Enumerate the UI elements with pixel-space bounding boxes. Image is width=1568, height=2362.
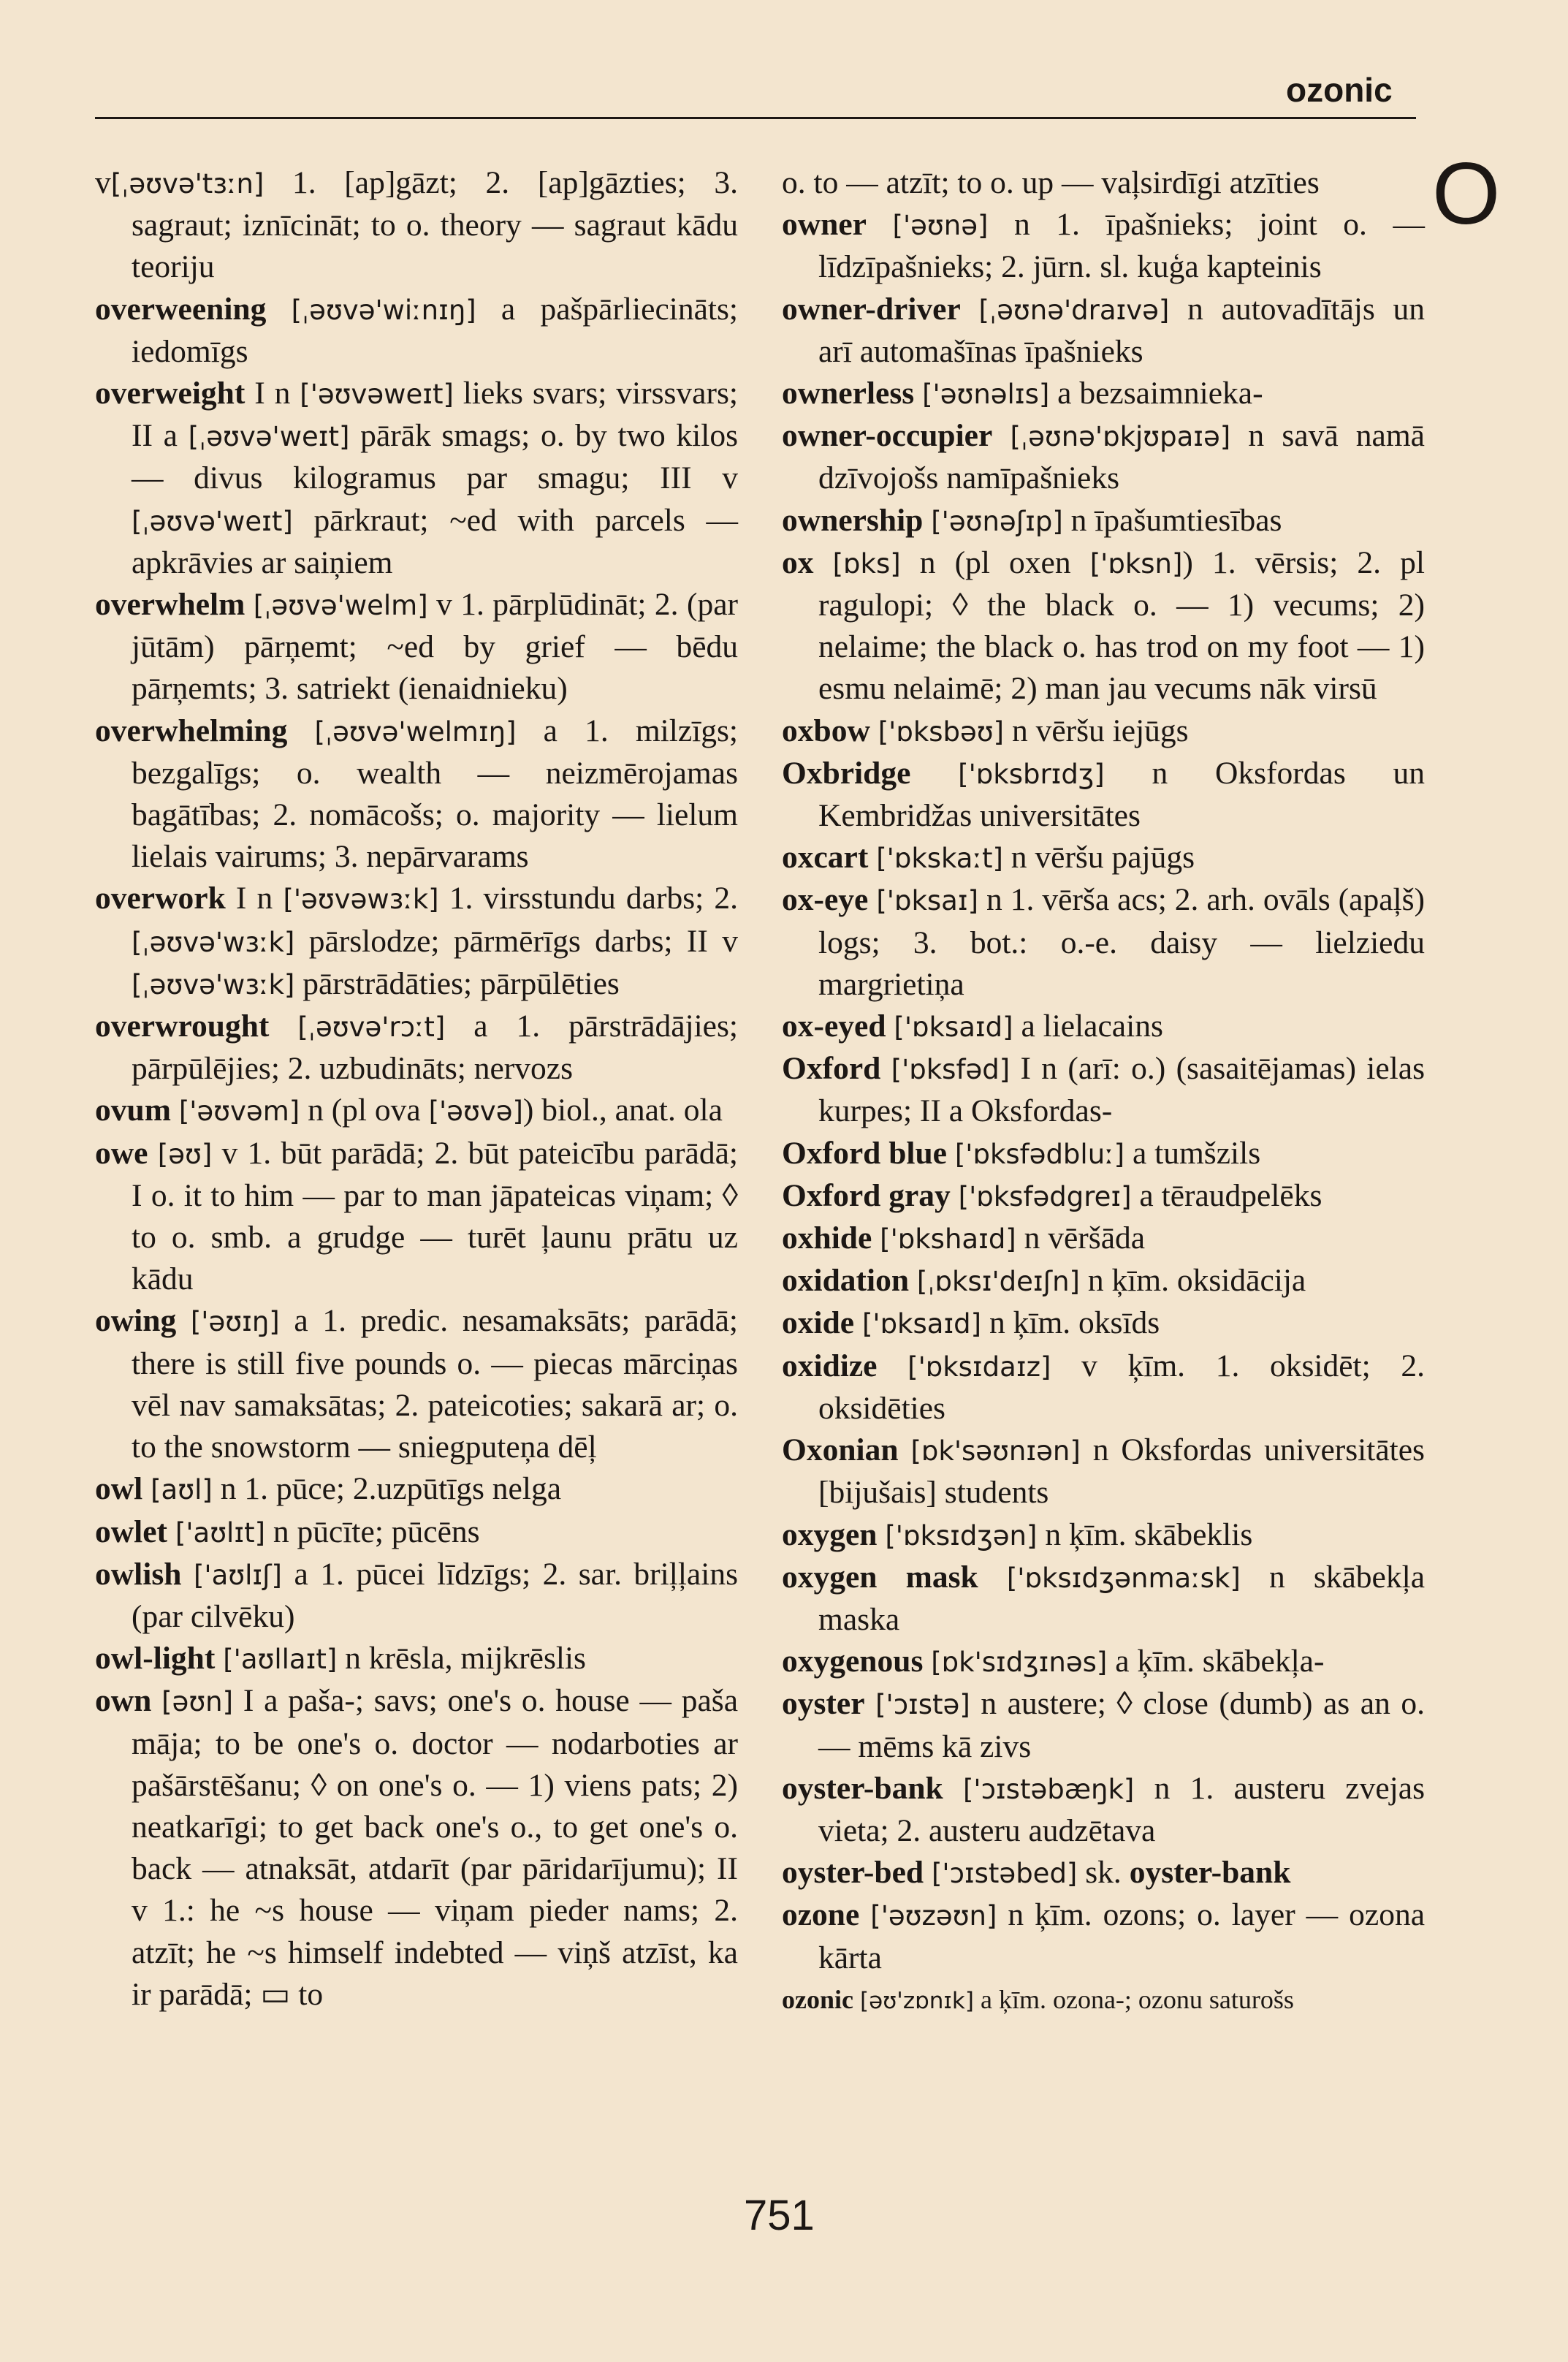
headword: ox-eye xyxy=(782,882,869,918)
definition-text: n Oksfordas un Kembridžas universitātes xyxy=(818,755,1425,834)
dictionary-entry xyxy=(782,1048,1425,1132)
pronunciation: ['əʊnə] xyxy=(892,210,989,242)
pronunciation: ['əʊnəʃɪp] xyxy=(931,505,1063,537)
definition-text: n ķīm. skābeklis xyxy=(1037,1516,1253,1552)
definition-text xyxy=(181,1557,194,1592)
definition-text xyxy=(867,207,893,242)
definition-text: 1. [ap]gāzt; 2. [ap]gāzties; 3. sagraut; iznīcināt; to o. theory — sagraut kādu teoriju xyxy=(132,165,738,285)
headword: oyster xyxy=(782,1686,865,1722)
definition-text xyxy=(171,1093,179,1128)
headword: Oxonian xyxy=(782,1432,899,1468)
definition-text: v 1. būt parādā; 2. būt pateicību parādā; I o. it to him — par to man jāpateicas viņam; ◊ to o. smb. a grudge — turēt ļaunu prātu uz kādu xyxy=(132,1135,739,1297)
dictionary-entry xyxy=(782,500,1425,542)
definition-text: pārstrādāties; pārpūlēties xyxy=(294,965,620,1001)
definition-text: n 1. vērša acs; 2. arh. ovāls (apaļš) logs; 3. bot.: o.-e. daisy — lielziedu margrietiņa xyxy=(818,882,1425,1002)
dictionary-entry xyxy=(782,753,1425,837)
section-letter: O xyxy=(1432,145,1501,243)
dictionary-entry xyxy=(782,1641,1425,1683)
definition-text: n ķīm. ozons; o. layer — ozona kārta xyxy=(818,1897,1425,1975)
dictionary-entry xyxy=(782,1683,1425,1767)
dictionary-entry xyxy=(782,1302,1425,1345)
dictionary-entry xyxy=(95,878,738,1006)
headword: overwhelm xyxy=(95,587,246,623)
dictionary-entry xyxy=(95,373,738,584)
pronunciation: [əʊ] xyxy=(157,1138,213,1170)
headword: ovum xyxy=(95,1093,171,1128)
definition-text: n skābekļa maska xyxy=(818,1559,1425,1637)
definition-text xyxy=(943,1771,963,1806)
definition-text: a 1. pūcei līdzīgs; 2. sar. briļļains (par cilvēku) xyxy=(132,1556,739,1634)
pronunciation: ['ɒksfədgreɪ] xyxy=(958,1180,1132,1212)
dictionary-entry xyxy=(782,1260,1425,1302)
definition-text: n ķīm. oksīds xyxy=(981,1305,1160,1341)
definition-text: a bezsaimnieka- xyxy=(1049,376,1263,411)
definition-text xyxy=(924,1855,932,1890)
definition-text: n krēsla, mijkrēslis xyxy=(337,1641,586,1676)
pronunciation: [ɒk'səʊnɪən] xyxy=(910,1435,1081,1467)
definition-text xyxy=(914,376,922,411)
definition-text xyxy=(899,1432,911,1467)
left-column xyxy=(95,162,738,2016)
headword: Oxford blue xyxy=(782,1135,947,1171)
dictionary-entry xyxy=(782,879,1425,1006)
pronunciation: ['ɒksaɪd] xyxy=(894,1011,1013,1044)
definition-text: pārkraut; ~ed with parcels — apkrāvies ar saiņiem xyxy=(132,502,738,580)
definition-text: v 1. pārplūdināt; 2. (par jūtām) pārņemt; ~ed by grief — bēdu pārņemts; 3. satriekt (ienaidnieku) xyxy=(132,587,738,707)
header-rule xyxy=(95,117,1416,119)
definition-text: n (pl oxen xyxy=(900,544,1090,580)
definition-text: a ķīm. skābekļa- xyxy=(1107,1644,1325,1679)
headword: Oxford gray xyxy=(782,1177,951,1213)
definition-text: a 1. pārstrādājies; pārpūlējies; 2. uzbudināts; nervozs xyxy=(132,1009,738,1087)
definition-text xyxy=(909,1263,917,1298)
pronunciation: ['ɒkskaːt] xyxy=(876,843,1003,875)
definition-text xyxy=(245,587,253,622)
definition-text xyxy=(872,1220,880,1256)
headword: owe xyxy=(95,1135,148,1171)
dictionary-entry xyxy=(95,1680,738,2016)
dictionary-entry xyxy=(95,289,738,373)
pronunciation: ['ɒksfədbluː] xyxy=(954,1138,1125,1170)
pronunciation: [ɒk'sɪdʒɪnəs] xyxy=(931,1647,1108,1679)
definition-text: n vēršu iejūgs xyxy=(1004,713,1189,748)
headword: oxhide xyxy=(782,1220,872,1256)
headword: oxygenous xyxy=(782,1644,924,1679)
dictionary-entry xyxy=(95,584,738,710)
definition-text: n (pl ova xyxy=(300,1093,429,1128)
dictionary-entry xyxy=(782,1429,1425,1514)
definition-text xyxy=(287,713,314,748)
dictionary-entry xyxy=(782,204,1425,288)
definition-text: n īpašumtiesības xyxy=(1062,502,1282,538)
pronunciation: [ˌəʊvə'wɜːk] xyxy=(132,926,295,958)
definition-text: n vēršu pajūgs xyxy=(1002,840,1195,876)
dictionary-entry xyxy=(95,1133,738,1301)
pronunciation: ['ɒksbrɪdʒ] xyxy=(958,758,1105,790)
dictionary-entry xyxy=(95,1554,738,1638)
definition-text: ) biol., anat. ola xyxy=(522,1093,723,1128)
definition-text: pārslodze; pārmērīgs darbs; II v xyxy=(294,923,738,959)
definition-text xyxy=(910,756,958,791)
dictionary-entry xyxy=(95,1090,738,1132)
definition-text: n 1. pūce; 2.uzpūtīgs nelga xyxy=(212,1471,561,1507)
definition-text: I n xyxy=(225,881,283,916)
pronunciation: [ˌəʊvə'wɜːk] xyxy=(132,968,295,1000)
definition-text xyxy=(878,1517,886,1552)
headword: oxide xyxy=(782,1305,855,1341)
definition-text xyxy=(923,1644,931,1679)
dictionary-entry xyxy=(782,1852,1425,1894)
headword: ox xyxy=(782,544,814,580)
definition-text: n austere; ◊ close (dumb) as an o. — mēms kā zivs xyxy=(818,1686,1426,1764)
definition-text xyxy=(142,1471,151,1506)
headword: owl-light xyxy=(95,1641,216,1676)
pronunciation: ['ɒksɪdaɪz] xyxy=(907,1351,1051,1383)
pronunciation: ['əʊvəwɜːk] xyxy=(283,884,439,916)
definition-text xyxy=(868,840,876,875)
pronunciation: ['ɒksbəʊ] xyxy=(878,715,1005,748)
pronunciation: ['ɒksɪdʒənmaːsk] xyxy=(1006,1562,1241,1594)
headword: oyster-bank xyxy=(1129,1855,1291,1891)
definition-text xyxy=(215,1641,223,1676)
headword: owlish xyxy=(95,1556,182,1592)
definition-text xyxy=(870,713,878,748)
pronunciation: [ˌəʊvə'rɔːt] xyxy=(297,1011,446,1044)
definition-text: ) 1. vērsis; 2. pl ragulopi; ◊ the black o. — 1) vecums; 2) nelaime; the black o. has trod on my foot — 1) esmu nelaimē; 2) man jau vecums nāk virsū xyxy=(818,544,1425,707)
definition-text xyxy=(868,882,876,917)
pronunciation: [ˌəʊvə'tɜːn] xyxy=(110,168,264,200)
headword: oxbow xyxy=(782,713,870,748)
pronunciation: [ˌəʊvə'welm] xyxy=(253,590,428,622)
definition-text xyxy=(947,1136,955,1171)
pronunciation: [ˌəʊvə'weɪt] xyxy=(132,505,293,537)
pronunciation: ['aʊllaɪt] xyxy=(223,1644,338,1676)
definition-text: I n (arī: o.) (sasaitējamas) ielas kurpes; II a Oksfordas- xyxy=(818,1051,1425,1129)
definition-text xyxy=(859,1897,870,1932)
definition-text xyxy=(853,1985,860,2014)
definition-text: I a paša-; savs; one's o. house — paša māja; to be one's o. doctor — nodarboties ar pašārstēšanu; ◊ on one's o. — 1) viens pats; 2) neatkarīgi; to get back one's o., to get one's o. back — atnaksāt, atdarīt (par pāridarījumu); II v 1.: he ~s house — viņam pieder nams; 2. atzīt; he ~s himself indebted — viņš atzīst, ka ir parādā; ▭ to xyxy=(132,1683,739,2012)
pronunciation: ['əʊvə] xyxy=(428,1095,523,1128)
dictionary-entry xyxy=(95,1300,738,1468)
definition-text xyxy=(923,503,931,538)
definition-text: lieks svars; virssvars; II a xyxy=(132,376,738,454)
dictionary-entry xyxy=(95,1511,738,1554)
pronunciation: ['ɒksn] xyxy=(1089,547,1183,580)
running-head: ozonic xyxy=(1286,71,1393,109)
definition-text xyxy=(992,418,1010,453)
headword: overwhelming xyxy=(95,713,288,748)
page-number: 751 xyxy=(744,2192,815,2239)
pronunciation: [ˌəʊvə'weɪt] xyxy=(188,421,350,453)
pronunciation: ['aʊlɪʃ] xyxy=(193,1559,282,1591)
dictionary-entry xyxy=(95,710,738,878)
pronunciation: ['ɒksfəd] xyxy=(891,1054,1011,1086)
definition-text xyxy=(961,292,979,327)
headword: oyster-bed xyxy=(782,1855,924,1891)
dictionary-entry xyxy=(782,837,1425,879)
definition-text xyxy=(176,1303,191,1338)
headword: owner xyxy=(782,207,867,243)
definition-text xyxy=(269,1009,297,1044)
headword: oxygen xyxy=(782,1516,878,1552)
pronunciation: [ˌɒksɪ'deɪʃn] xyxy=(916,1266,1080,1298)
headword: ozone xyxy=(782,1897,860,1933)
headword: Oxford xyxy=(782,1051,881,1087)
dictionary-entry xyxy=(782,1894,1425,1978)
pronunciation: [əʊ'zɒnɪk] xyxy=(859,1987,974,2014)
headword: owlet xyxy=(95,1514,168,1549)
definition-text: n 1. īpašnieks; joint o. — līdzīpašnieks; 2. jūrn. sl. kuģa kapteinis xyxy=(818,207,1425,285)
headword: ox-eyed xyxy=(782,1009,886,1044)
dictionary-entry xyxy=(782,1979,1425,2022)
definition-text xyxy=(854,1305,862,1340)
definition-text: a tēraudpelēks xyxy=(1131,1177,1322,1213)
headword: Oxbridge xyxy=(782,755,911,791)
definition-text: a lielacains xyxy=(1013,1009,1163,1044)
headword: oyster-bank xyxy=(782,1770,943,1806)
pronunciation: ['ɔɪstəbed] xyxy=(931,1858,1078,1890)
dictionary-entry xyxy=(95,1468,738,1511)
pronunciation: [əʊn] xyxy=(161,1686,234,1718)
dictionary-entry xyxy=(782,1514,1425,1557)
definition-text: v ķīm. 1. oksidēt; 2. oksidēties xyxy=(818,1348,1425,1426)
dictionary-entry xyxy=(95,1006,738,1090)
definition-text xyxy=(148,1136,157,1171)
definition-text xyxy=(266,292,291,327)
dictionary-entry xyxy=(95,162,738,289)
definition-text xyxy=(978,1560,1007,1595)
definition-text xyxy=(880,1051,891,1086)
definition-text: 1. virsstundu darbs; 2. xyxy=(438,881,738,916)
headword: owner-occupier xyxy=(782,418,993,454)
dictionary-entry xyxy=(782,289,1425,373)
headword: overwrought xyxy=(95,1009,270,1044)
pronunciation: ['aʊlɪt] xyxy=(175,1516,266,1549)
dictionary-entry xyxy=(782,1768,1425,1852)
definition-text xyxy=(886,1009,894,1044)
headword: overwork xyxy=(95,881,226,916)
definition-text xyxy=(951,1178,959,1213)
pronunciation: ['əʊzəʊn] xyxy=(870,1900,997,1932)
headword: oxygen mask xyxy=(782,1559,978,1595)
pronunciation: ['ɒkshaɪd] xyxy=(880,1223,1016,1256)
headword: ownership xyxy=(782,502,924,538)
pronunciation: ['əʊvəweɪt] xyxy=(300,379,454,411)
pronunciation: ['əʊnəlɪs] xyxy=(922,379,1050,411)
pronunciation: [ˌəʊvə'wiːnɪŋ] xyxy=(291,294,476,326)
definition-text xyxy=(814,545,833,580)
definition-text: n Oksfordas universitātes [bijušais] students xyxy=(818,1432,1425,1511)
dictionary-entry xyxy=(782,1345,1425,1429)
pronunciation: ['ɒksɪdʒən] xyxy=(885,1519,1038,1552)
dictionary-entry xyxy=(782,1557,1425,1641)
definition-text: sk. xyxy=(1077,1855,1130,1891)
pronunciation: [ˌəʊnə'draɪvə] xyxy=(978,294,1170,326)
dictionary-entry xyxy=(782,1006,1425,1048)
continued-entry xyxy=(782,162,1425,204)
dictionary-entry xyxy=(782,1133,1425,1175)
definition-text: a pašpārliecināts; iedomīgs xyxy=(132,291,738,369)
definition-text: n savā namā dzīvojošs namīpašnieks xyxy=(818,418,1425,496)
dictionary-entry xyxy=(782,710,1425,753)
definition-text xyxy=(865,1686,876,1721)
pronunciation: [ˌəʊnə'ɒkjʊpaɪə] xyxy=(1010,421,1231,453)
headword: owner-driver xyxy=(782,291,961,327)
pronunciation: ['əʊɪŋ] xyxy=(190,1306,280,1338)
definition-text: v xyxy=(95,165,111,200)
dictionary-entry xyxy=(782,1218,1425,1260)
dictionary-entry xyxy=(782,542,1425,710)
definition-text: a 1. predic. nesamaksāts; parādā; there is still five pounds o. — piecas mārciņas vēl nav samaksātas; 2. pateicoties; sakarā ar; o. to the snowstorm — sniegputeņa dēļ xyxy=(132,1303,738,1465)
headword: oxidize xyxy=(782,1348,878,1383)
definition-text: a 1. milzīgs; bezgalīgs; o. wealth — neizmērojamas bagātības; 2. nomācošs; o. majority — lielum lielais vairums; 3. nepārvarams xyxy=(132,713,738,875)
definition-text: n pūcīte; pūcēns xyxy=(265,1514,480,1549)
headword: owl xyxy=(95,1471,143,1507)
pronunciation: [ˌəʊvə'welmɪŋ] xyxy=(314,715,517,748)
pronunciation: ['ɔɪstə] xyxy=(875,1689,970,1721)
pronunciation: [ɒks] xyxy=(832,547,901,580)
dictionary-entry xyxy=(782,373,1425,415)
pronunciation: ['ɔɪstəbæŋk] xyxy=(962,1773,1135,1805)
dictionary-entry xyxy=(782,415,1425,499)
dictionary-entry xyxy=(95,1638,738,1680)
headword: own xyxy=(95,1683,152,1719)
headword: oxidation xyxy=(782,1263,910,1299)
definition-text xyxy=(151,1683,161,1718)
pronunciation: [aʊl] xyxy=(151,1474,213,1506)
definition-text: n 1. austeru zvejas vieta; 2. austeru audzētava xyxy=(818,1770,1425,1848)
definition-text xyxy=(167,1514,175,1549)
pronunciation: ['ɒksaɪ] xyxy=(876,885,979,917)
dictionary-entry xyxy=(782,1175,1425,1218)
definition-text: a tumšzils xyxy=(1124,1135,1261,1171)
definition-text: I n xyxy=(245,376,300,411)
definition-text: o. to — atzīt; to o. up — vaļsirdīgi atzīties xyxy=(782,165,1320,200)
headword: oxcart xyxy=(782,840,869,876)
headword: ozonic xyxy=(782,1984,853,2014)
headword: overweening xyxy=(95,291,267,327)
definition-text: a ķīm. ozona-; ozonu saturošs xyxy=(973,1984,1294,2014)
definition-text: pārāk smags; o. by two kilos — divus kilogramus par smagu; III v xyxy=(132,418,739,496)
headword: owing xyxy=(95,1303,177,1339)
headword: ownerless xyxy=(782,376,915,411)
pronunciation: ['ɒksaɪd] xyxy=(861,1308,982,1340)
right-column xyxy=(782,162,1425,2022)
headword: overweight xyxy=(95,376,246,411)
definition-text: n vēršāda xyxy=(1016,1220,1146,1256)
definition-text: n autovadītājs un arī automašīnas īpašnieks xyxy=(818,291,1425,369)
definition-text: n ķīm. oksidācija xyxy=(1079,1263,1306,1299)
pronunciation: ['əʊvəm] xyxy=(178,1095,300,1128)
definition-text xyxy=(877,1348,907,1383)
